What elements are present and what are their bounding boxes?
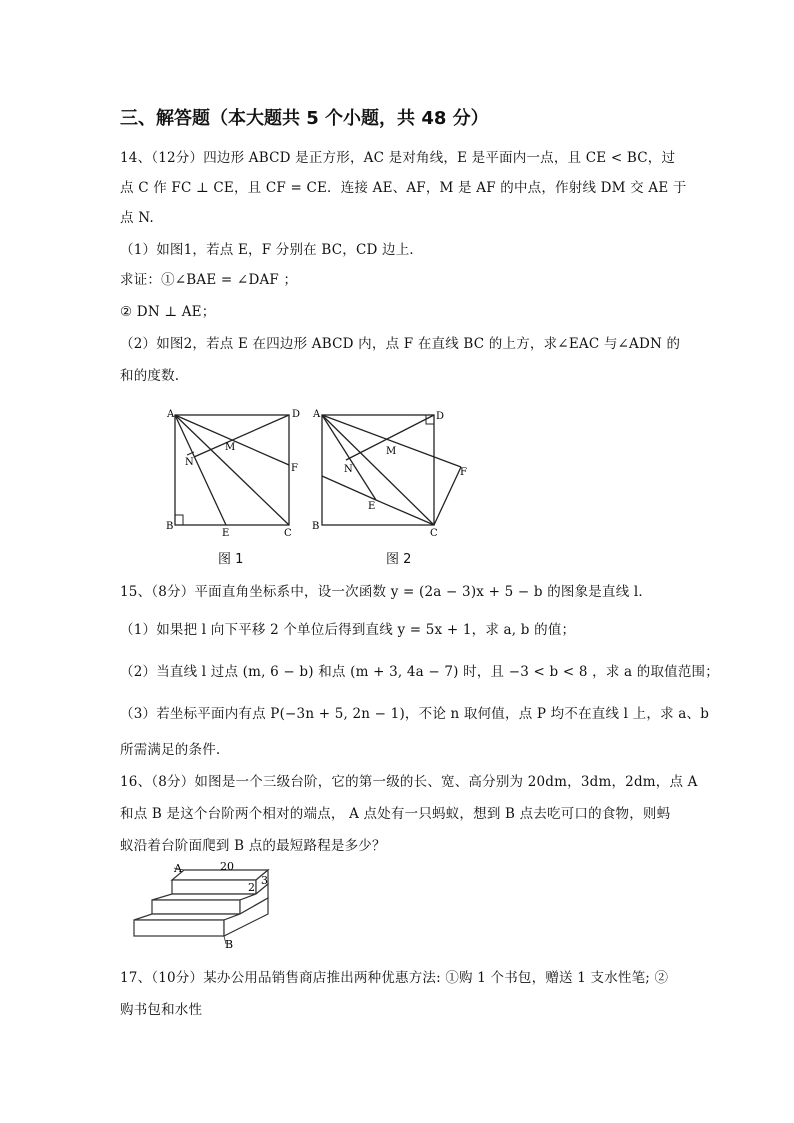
q14-line-2: 点 C 作 FC ⊥ CE，且 CF = CE．连接 AE、AF，M 是 AF 的中点，作射线 DM 交 AE 于 xyxy=(120,180,687,196)
q15-part3-line-1: （3）若坐标平面内有点 P(−3n + 5, 2n − 1)，不论 n 取何值，点 P 均不在直线 l 上，求 a、b xyxy=(120,706,710,722)
label-f: F xyxy=(460,467,467,478)
label-n: N xyxy=(344,464,353,475)
stair-length-label: 20 xyxy=(220,860,234,873)
label-m: M xyxy=(225,442,236,453)
stair-width-label: 3 xyxy=(261,874,268,887)
stair-label-a: A xyxy=(174,862,182,875)
figure-2-diagram xyxy=(310,405,475,537)
q16-line-3: 蚁沿着台阶面爬到 B 点的最短路程是多少？ xyxy=(120,838,386,854)
label-n: N xyxy=(185,457,194,468)
stair-label-b: B xyxy=(225,938,234,950)
q17-line-1: 17、（10分）某办公用品销售商店推出两种优惠方法: ①购 1 个书包，赠送 1 支水性笔; ② xyxy=(120,970,669,986)
label-a: A xyxy=(313,409,321,420)
label-b: B xyxy=(166,521,174,532)
q17-line-2: 购书包和水性 xyxy=(120,1002,203,1018)
figure-1-diagram xyxy=(160,405,305,537)
q15-part3-line-2: 所需满足的条件. xyxy=(120,742,221,758)
label-c: C xyxy=(284,528,292,537)
q14-proof-2: ② DN ⊥ AE； xyxy=(120,304,216,320)
stair-height-label: 2 xyxy=(248,881,255,894)
figure-1-caption: 图 1 xyxy=(218,552,244,567)
q14-line-1: 14、（12分）四边形 ABCD 是正方形，AC 是对角线，E 是平面内一点，且 CE < BC，过 xyxy=(120,150,676,166)
label-a: A xyxy=(167,409,175,420)
q16-line-2: 和点 B 是这个台阶两个相对的端点， A 点处有一只蚂蚁，想到 B 点去吃可口的食物，则蚂 xyxy=(120,806,671,822)
q16-line-1: 16、（8分）如图是一个三级台阶，它的第一级的长、宽、高分别为 20dm，3dm，2dm，点 A xyxy=(120,774,698,790)
label-e: E xyxy=(368,501,376,512)
q14-part2-line-2: 和的度数. xyxy=(120,368,180,384)
label-f: F xyxy=(291,463,298,474)
staircase-diagram xyxy=(128,860,288,950)
q15-part2: （2）当直线 l 过点 (m, 6 − b) 和点 (m + 3, 4a − 7) 时，且 −3 < b < 8 ，求 a 的取值范围； xyxy=(120,664,719,680)
q15-part1: （1）如果把 l 向下平移 2 个单位后得到直线 y = 5x + 1，求 a, b 的值； xyxy=(120,622,576,638)
figure-2-caption: 图 2 xyxy=(386,552,412,567)
q14-proof-1: 求证：①∠BAE = ∠DAF ； xyxy=(120,272,298,288)
label-b: B xyxy=(312,521,320,532)
label-d: D xyxy=(436,411,445,422)
label-m: M xyxy=(386,446,397,457)
label-d: D xyxy=(292,409,301,420)
q15-line-1: 15、（8分）平面直角坐标系中，设一次函数 y = (2a − 3)x + 5 − b 的图象是直线 l． xyxy=(120,584,653,600)
q14-part1: （1）如图1，若点 E，F 分别在 BC，CD 边上． xyxy=(120,242,424,258)
q14-part2-line-1: （2）如图2，若点 E 在四边形 ABCD 内，点 F 在直线 BC 的上方，求∠EAC 与∠ADN 的 xyxy=(120,336,681,352)
q14-line-3: 点 N. xyxy=(120,210,154,226)
section-title: 三、解答题（本大题共 5 个小题，共 48 分） xyxy=(120,108,489,129)
label-e: E xyxy=(222,528,230,537)
label-c: C xyxy=(430,528,438,537)
